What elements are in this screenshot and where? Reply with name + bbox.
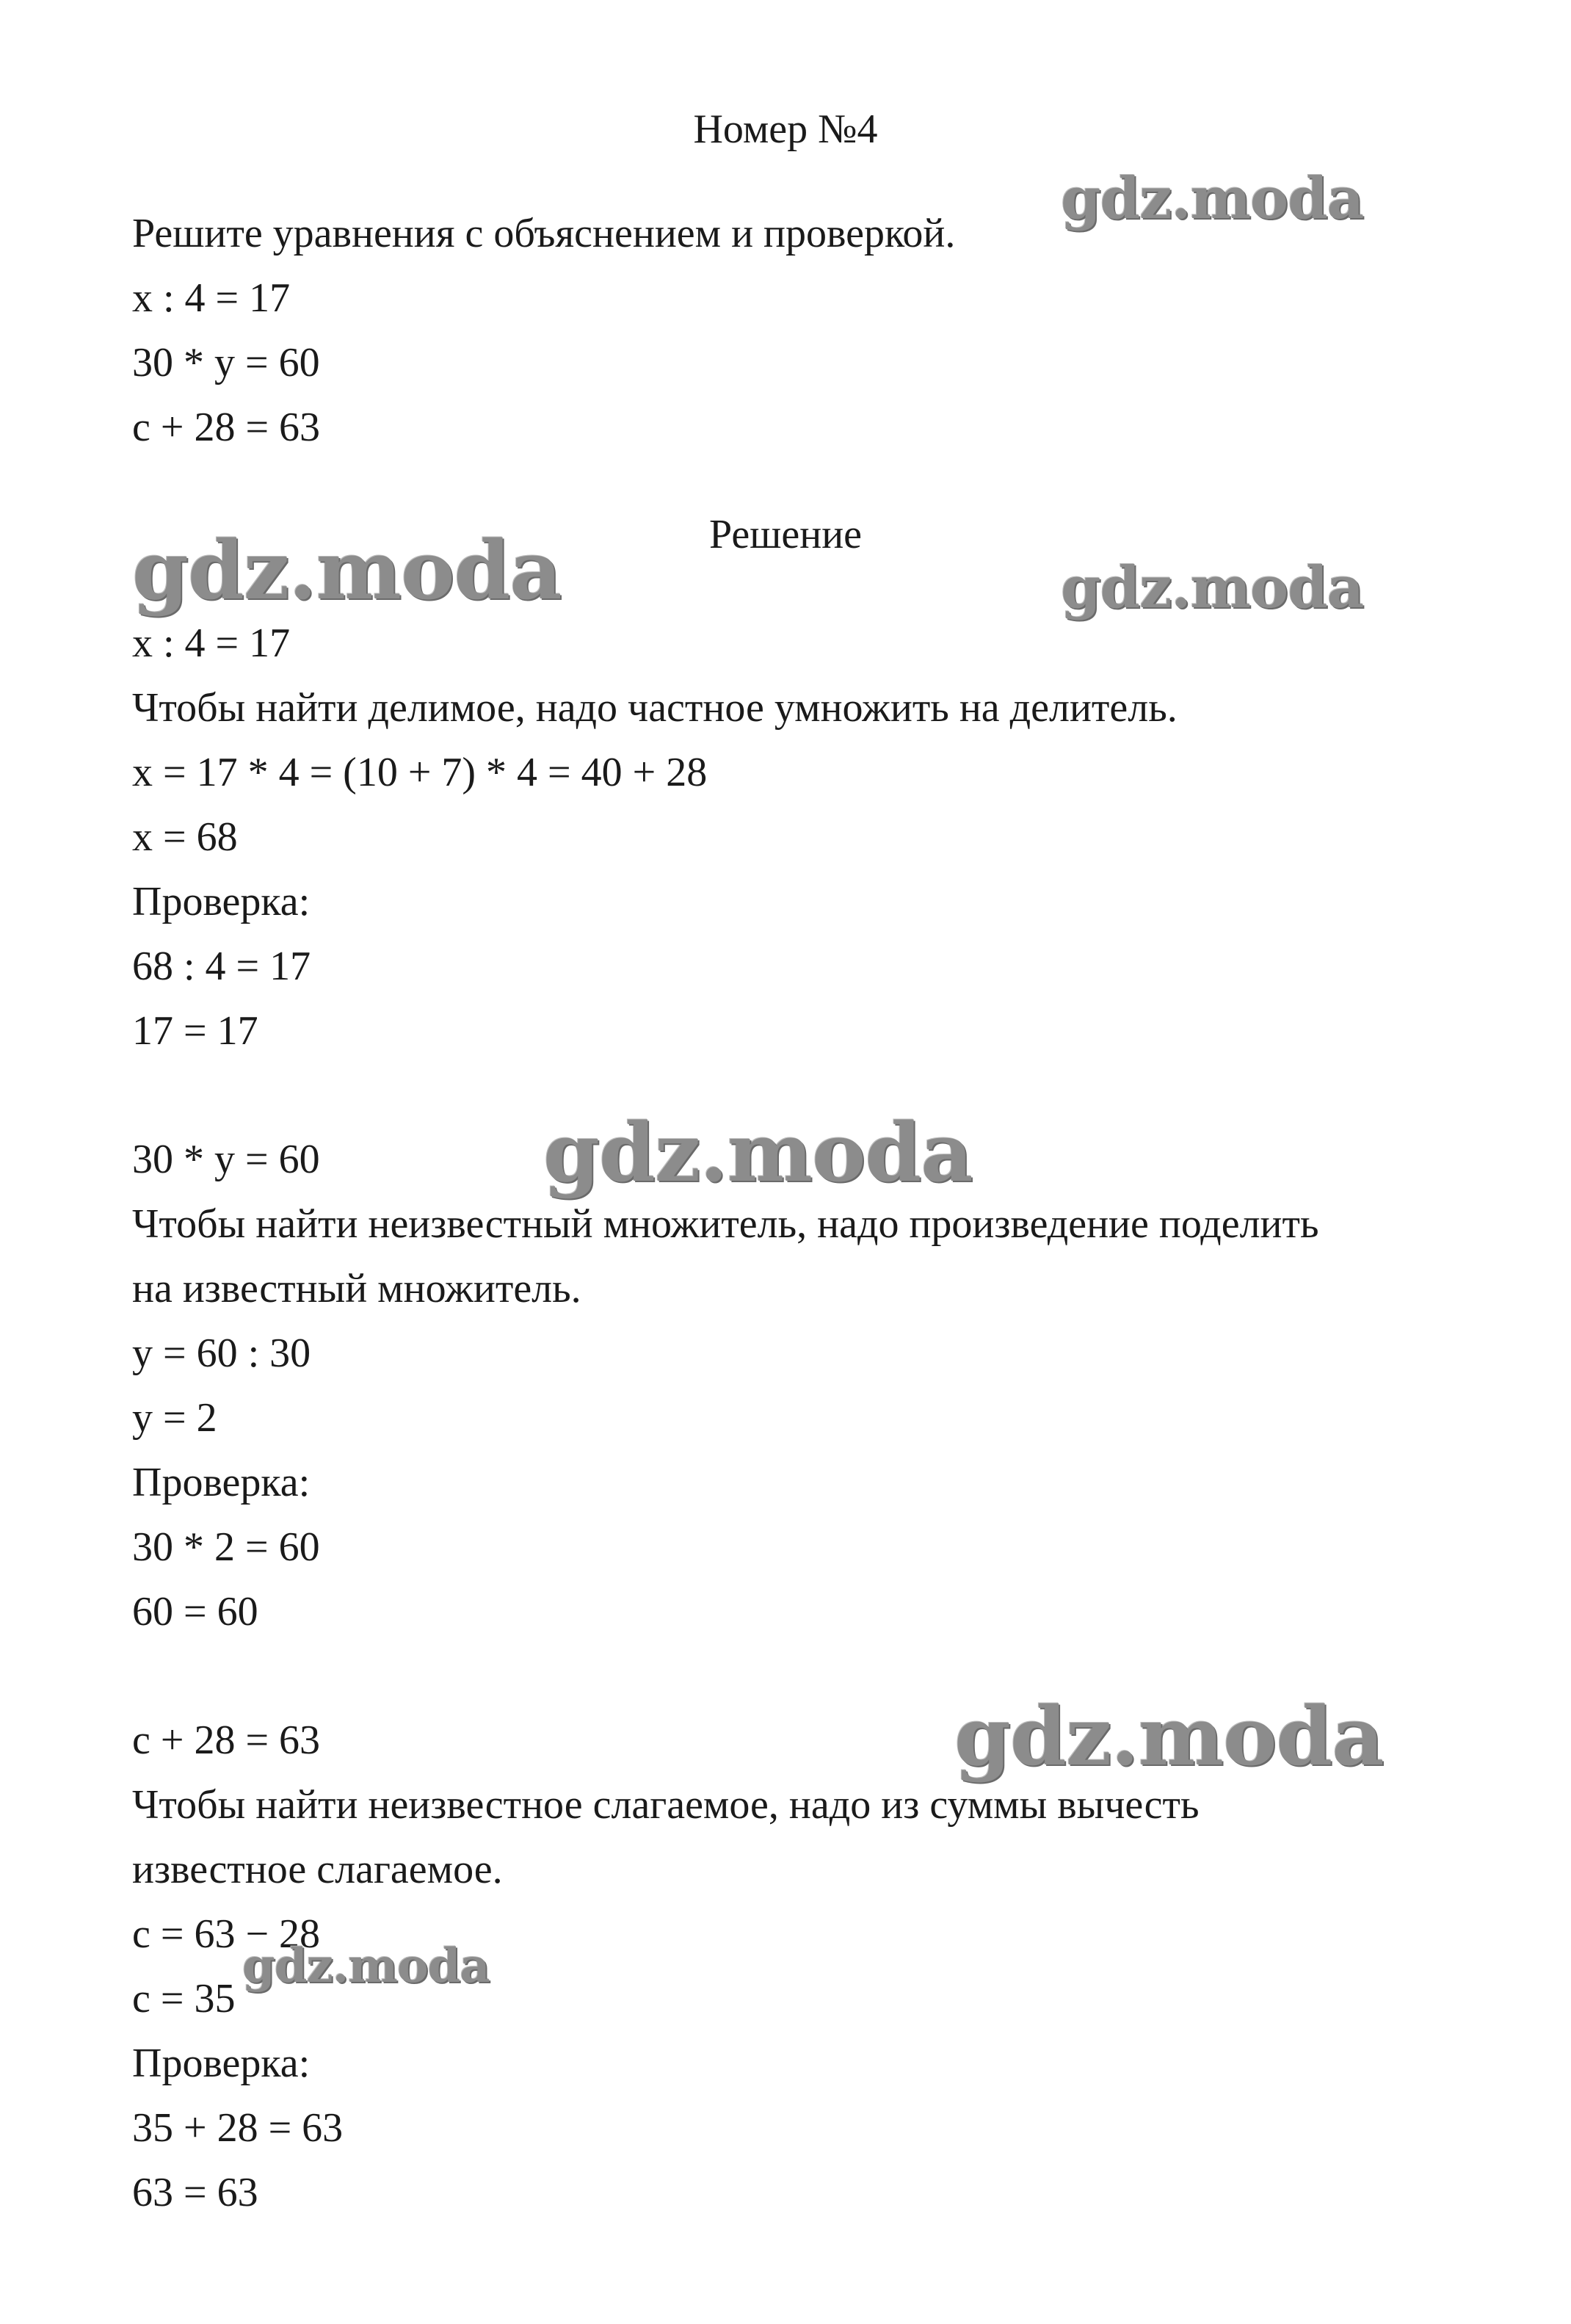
watermark: gdz.moda bbox=[1061, 554, 1364, 621]
part2-step: y = 60 : 30 bbox=[132, 1331, 311, 1376]
part3-step: c = 63 − 28 bbox=[132, 1911, 321, 1957]
part2-rule-line-1: Чтобы найти неизвестный множитель, надо произведение поделить bbox=[132, 1201, 1319, 1247]
watermark: gdz.moda bbox=[242, 1939, 490, 1994]
part1-check-2: 17 = 17 bbox=[132, 1008, 258, 1054]
part2-check-label: Проверка: bbox=[132, 1460, 311, 1505]
task-statement: Решите уравнения с объяснением и проверкой. bbox=[132, 211, 956, 256]
part1-equation: x : 4 = 17 bbox=[132, 620, 291, 666]
part2-result: y = 2 bbox=[132, 1395, 217, 1441]
part1-step: x = 17 * 4 = (10 + 7) * 4 = 40 + 28 bbox=[132, 750, 708, 795]
task-equation-2: 30 * y = 60 bbox=[132, 340, 320, 385]
part1-check-1: 68 : 4 = 17 bbox=[132, 944, 311, 989]
part3-rule-line-1: Чтобы найти неизвестное слагаемое, надо из суммы вычесть bbox=[132, 1782, 1200, 1828]
solution-heading: Решение bbox=[708, 512, 863, 557]
watermark: gdz.moda bbox=[954, 1689, 1384, 1784]
part3-check-1: 35 + 28 = 63 bbox=[132, 2105, 344, 2151]
task-equation-3: c + 28 = 63 bbox=[132, 405, 321, 450]
watermark: gdz.moda bbox=[543, 1105, 973, 1200]
part3-check-label: Проверка: bbox=[132, 2041, 311, 2086]
page-title: Номер №4 bbox=[693, 106, 878, 152]
task-equation-1: x : 4 = 17 bbox=[132, 275, 291, 321]
watermark: gdz.moda bbox=[132, 523, 562, 618]
part3-result: c = 35 bbox=[132, 1976, 236, 2021]
part1-rule: Чтобы найти делимое, надо частное умножить на делитель. bbox=[132, 685, 1178, 731]
part2-check-2: 60 = 60 bbox=[132, 1589, 258, 1635]
part3-rule-line-2: известное слагаемое. bbox=[132, 1847, 503, 1892]
part2-equation: 30 * y = 60 bbox=[132, 1137, 320, 1182]
part2-check-1: 30 * 2 = 60 bbox=[132, 1524, 320, 1570]
part1-check-label: Проверка: bbox=[132, 879, 311, 924]
part2-rule-line-2: на известный множитель. bbox=[132, 1266, 581, 1311]
part3-equation: c + 28 = 63 bbox=[132, 1717, 321, 1763]
part3-check-2: 63 = 63 bbox=[132, 2170, 258, 2215]
part1-result: x = 68 bbox=[132, 814, 238, 860]
watermark: gdz.moda bbox=[1061, 165, 1364, 232]
